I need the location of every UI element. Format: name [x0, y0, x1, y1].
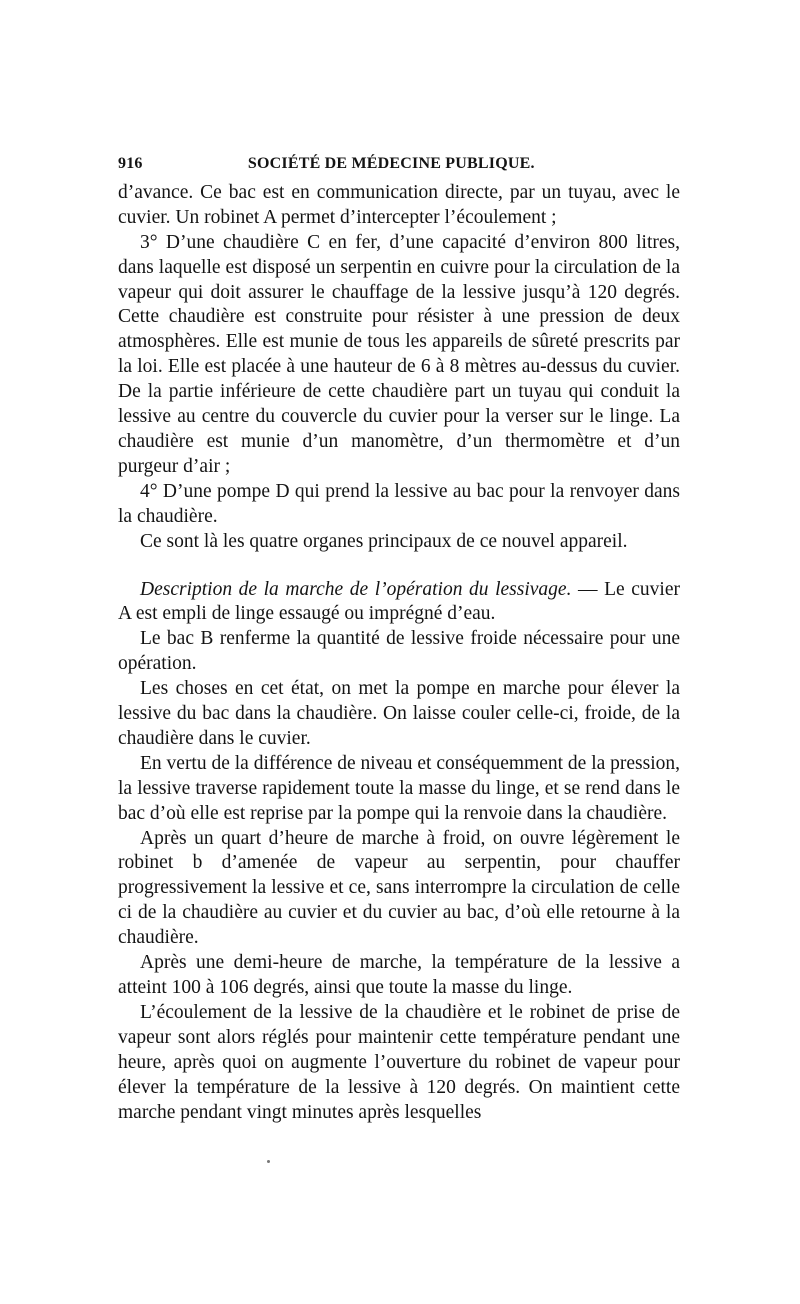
paragraph-continuation: d’avance. Ce bac est en communication directe, par un tuyau, avec le cuvier. Un robinet A permet d’intercepter l’écoulement ; [118, 181, 680, 228]
paragraph-pompe: Les choses en cet état, on met la pompe en marche pour élever la lessive du bac dans la chaudière. On laisse couler celle-ci, froide, de la chaudière dans le cuvier. [118, 678, 680, 749]
paragraph-demi-heure: Après une demi-heure de marche, la température de la lessive a atteint 100 à 106 degrés, ainsi que toute la masse du linge. [118, 952, 680, 998]
section-heading: Description de la marche de l’opération du lessivage. [140, 578, 572, 600]
page [118, 152, 680, 1125]
print-speck [267, 1160, 270, 1163]
page-number: 916 [118, 155, 143, 172]
section-intro: — Le cuvier A est empli de linge essaugé ou imprégné d’eau. [118, 578, 680, 625]
paragraph-summary: Ce sont là les quatre organes principaux de ce nouvel appareil. [140, 530, 628, 552]
section-description [118, 578, 680, 628]
running-title: SOCIÉTÉ DE MÉDECINE PUBLIQUE. [247, 155, 535, 172]
paragraph-bac: Le bac B renferme la quantité de lessive froide nécessaire pour une opération. [118, 628, 680, 675]
running-head [118, 152, 680, 177]
paragraph-item-4: 4° D’une pompe D qui prend la lessive au bac pour la renvoyer dans la chaudière. [118, 480, 680, 527]
paragraph-pression: En vertu de la différence de niveau et conséquemment de la pression, la lessive traverse rapidement toute la masse du linge, et se rend dans le bac d’où elle est reprise par la pompe qui la renvoie dans la chaudière. [118, 752, 681, 824]
paragraph-quart-heure: Après un quart d’heure de marche à froid, on ouvre légèrement le robinet b d’amenée de vapeur au serpentin, pour chauffer progressivement la lessive et ce, sans interrompre la circulation de celle ci de la chaudière au cuvier et du cuvier au bac, d’où elle retourne à la chaudière. [118, 827, 680, 949]
paragraph-item-3: 3° D’une chaudière C en fer, d’une capacité d’environ 800 litres, dans laquelle est disposé un serpentin en cuivre pour la circulation de la vapeur qui doit assurer le chauffage de la lessive jusqu’à 120 degrés. Cette chaudière est construite pour résister à une pression de deux atmosphères. Elle est munie de tous les appareils de sûreté prescrits par la loi. Elle est placée à une hauteur de 6 à 8 mètres au-dessus du cuvier. De la partie inférieure de cette chaudière part un tuyau qui conduit la lessive au centre du couvercle du cuvier pour la verser sur le linge. La chaudière est munie d’un manomètre, d’un thermomètre et d’un purgeur d’air ; [118, 231, 680, 477]
paragraph-ecoulement: L’écoulement de la lessive de la chaudière et le robinet de prise de vapeur sont alors réglés pour maintenir cette température pendant une heure, après quoi on augmente l’ouverture du robinet de vapeur pour élever la température de la lessive à 120 degrés. On maintient cette marche pendant vingt minutes après lesquelles [118, 1001, 680, 1123]
